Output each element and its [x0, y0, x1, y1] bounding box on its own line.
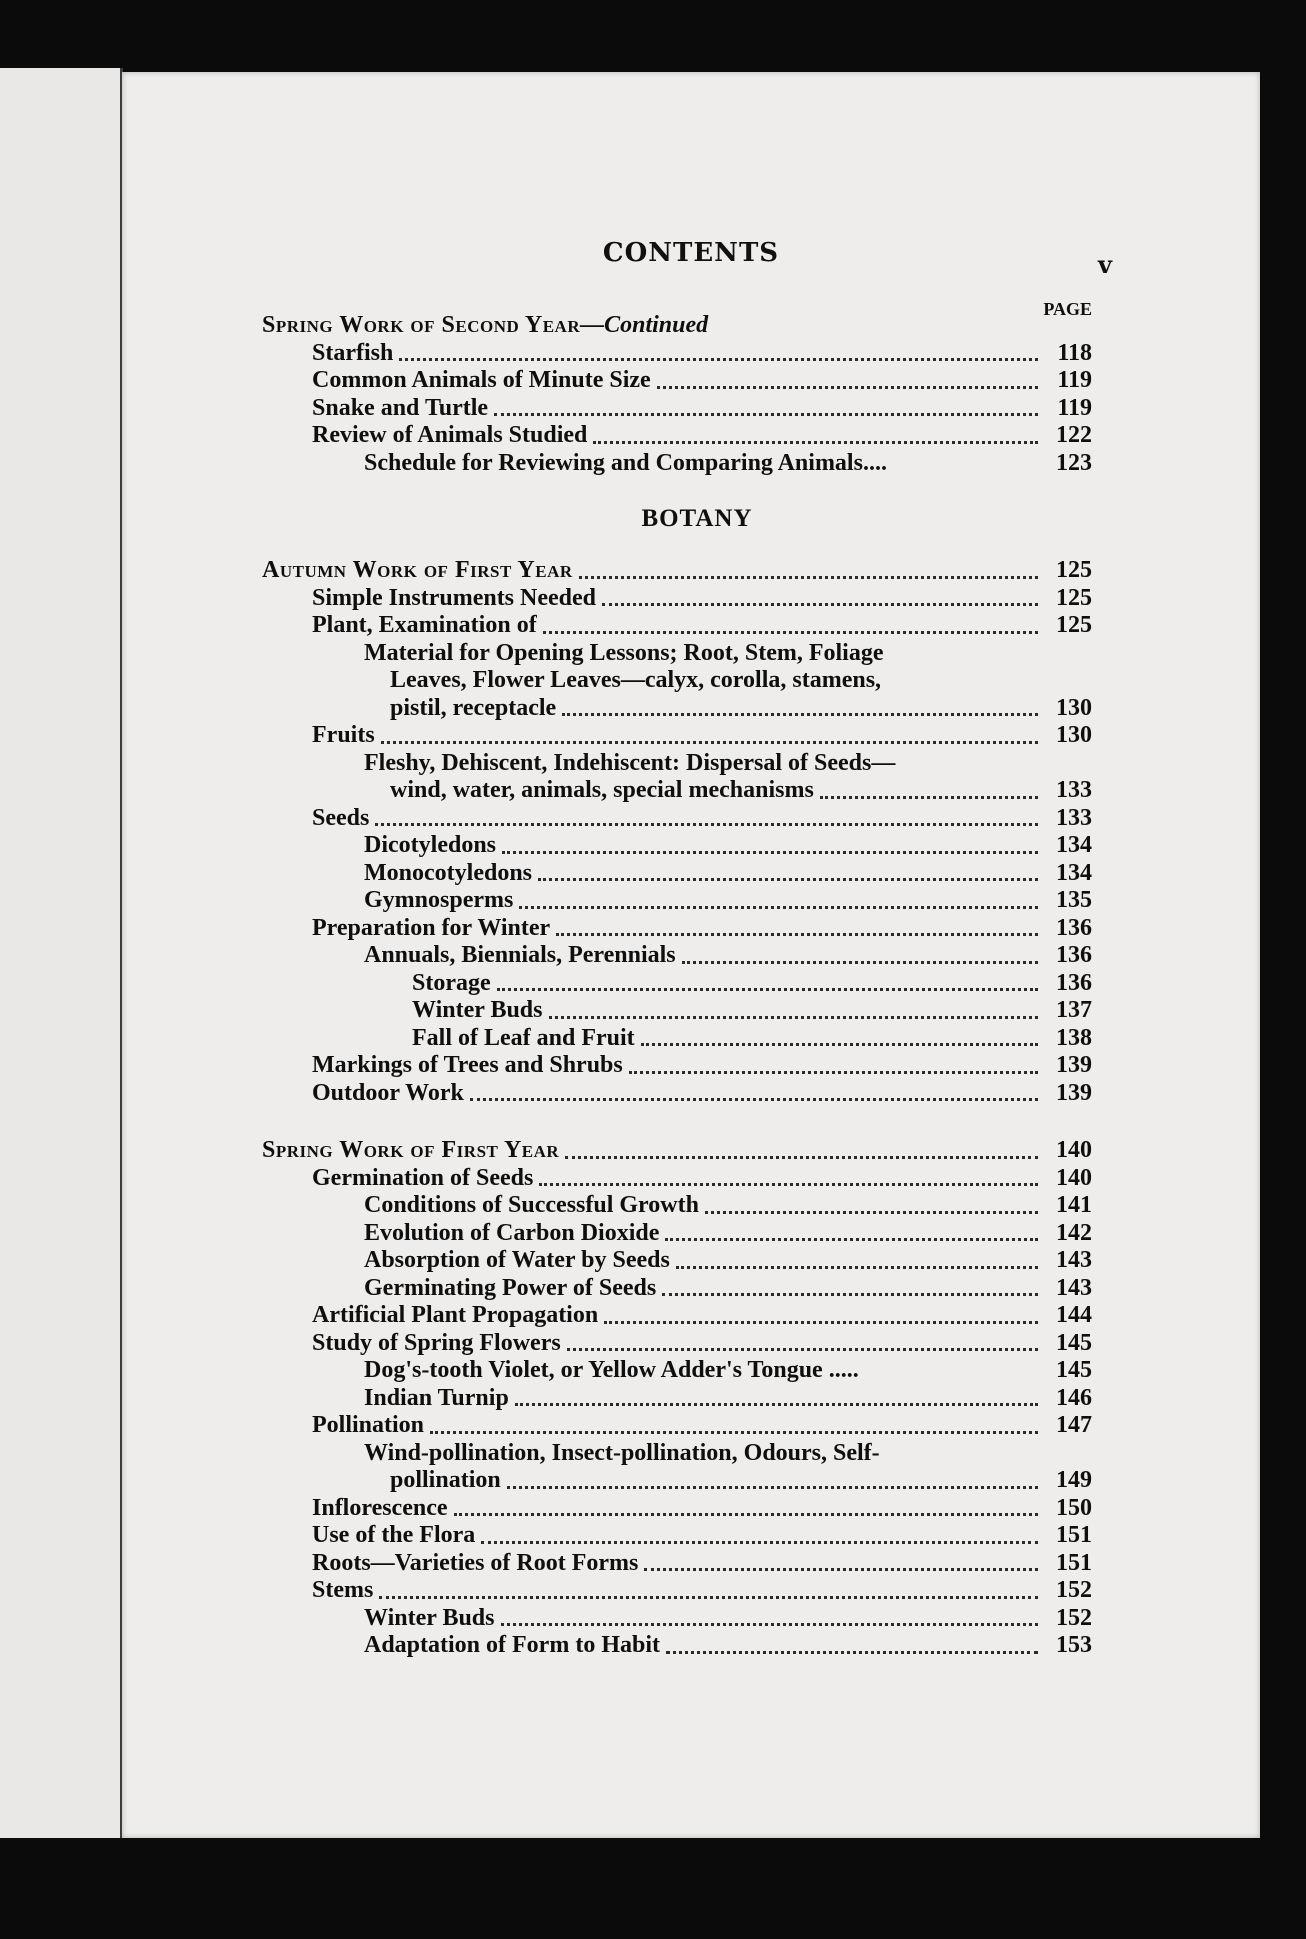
- toc-entry: Annuals, Biennials, Perennials 136: [364, 942, 1092, 968]
- toc-entry: pollination 149: [390, 1467, 1092, 1493]
- toc-heading-spring-second-year: Spring Work of Second Year—Continued: [262, 312, 709, 338]
- book-page: [122, 72, 1260, 1838]
- toc-entry: Winter Buds 137: [412, 997, 1092, 1023]
- toc-entry: Storage 136: [412, 969, 1092, 996]
- toc-entry: Dicotyledons 134: [364, 832, 1092, 858]
- toc-entry: wind, water, animals, special mechanisms 133: [390, 777, 1092, 803]
- toc-entry: Fall of Leaf and Fruit 138: [412, 1024, 1092, 1051]
- page-column-head: PAGE: [1043, 299, 1092, 319]
- toc-entry: Germination of Seeds 140: [312, 1164, 1092, 1191]
- toc-entry: Winter Buds 152: [364, 1604, 1092, 1631]
- toc-entry: Outdoor Work 139: [312, 1079, 1092, 1106]
- toc-entry: Preparation for Winter 136: [312, 914, 1092, 941]
- toc-entry: Starfish 118: [312, 339, 1092, 366]
- toc-entry: Dog's-tooth Violet, or Yellow Adder's Tongue ..... 145: [364, 1357, 1092, 1383]
- toc-entry: Use of the Flora 151: [312, 1522, 1092, 1548]
- toc-entry-continued: Leaves, Flower Leaves—calyx, corolla, stamens,: [390, 667, 882, 693]
- botany-section-title: BOTANY: [641, 505, 753, 532]
- toc-heading-autumn-first-year: Autumn Work of First Year 125: [262, 557, 1092, 583]
- toc-entry: Plant, Examination of 125: [312, 612, 1092, 638]
- toc-entry: Germinating Power of Seeds 143: [364, 1274, 1092, 1301]
- toc-entry: Indian Turnip 146: [364, 1384, 1092, 1411]
- toc-entry: Seeds 133: [312, 804, 1092, 831]
- page-header: [122, 238, 1260, 278]
- toc-heading-spring-first-year: Spring Work of First Year 140: [262, 1137, 1092, 1163]
- toc-entry: Roots—Varieties of Root Forms 151: [312, 1549, 1092, 1576]
- toc-entry: Inflorescence 150: [312, 1494, 1092, 1521]
- toc-entry: Conditions of Successful Growth 141: [364, 1192, 1092, 1218]
- toc-entry: Review of Animals Studied 122: [312, 422, 1092, 448]
- toc-entry: Adaptation of Form to Habit 153: [364, 1632, 1092, 1658]
- page-number: v: [1098, 250, 1112, 279]
- contents-title: CONTENTS: [602, 238, 780, 268]
- toc-entry: Evolution of Carbon Dioxide 142: [364, 1219, 1092, 1246]
- toc-entry: Pollination 147: [312, 1412, 1092, 1438]
- toc-entry-continued: Fleshy, Dehiscent, Indehiscent: Dispersal of Seeds—: [364, 749, 896, 776]
- left-page-edge: [0, 68, 123, 1838]
- toc-entry: Stems 152: [312, 1577, 1092, 1603]
- toc-entry: Simple Instruments Needed 125: [312, 584, 1092, 611]
- toc-entry: Fruits 130: [312, 722, 1092, 748]
- toc-entry: Schedule for Reviewing and Comparing Animals.... 123: [364, 449, 1092, 476]
- toc-entry: Snake and Turtle 119: [312, 394, 1092, 421]
- toc-entry-continued: Wind-pollination, Insect-pollination, Odours, Self-: [364, 1439, 880, 1466]
- toc-entry: Study of Spring Flowers 145: [312, 1329, 1092, 1356]
- table-of-contents: [262, 300, 1092, 1660]
- toc-entry: Gymnosperms 135: [364, 887, 1092, 913]
- toc-entry: Artificial Plant Propagation 144: [312, 1302, 1092, 1328]
- toc-entry-continued: Material for Opening Lessons; Root, Stem, Foliage: [364, 639, 884, 666]
- toc-entry: Markings of Trees and Shrubs 139: [312, 1052, 1092, 1078]
- toc-entry: Monocotyledons 134: [364, 859, 1092, 886]
- toc-entry: Absorption of Water by Seeds 143: [364, 1247, 1092, 1273]
- toc-entry: pistil, receptacle 130: [390, 694, 1092, 721]
- toc-entry: Common Animals of Minute Size 119: [312, 367, 1092, 393]
